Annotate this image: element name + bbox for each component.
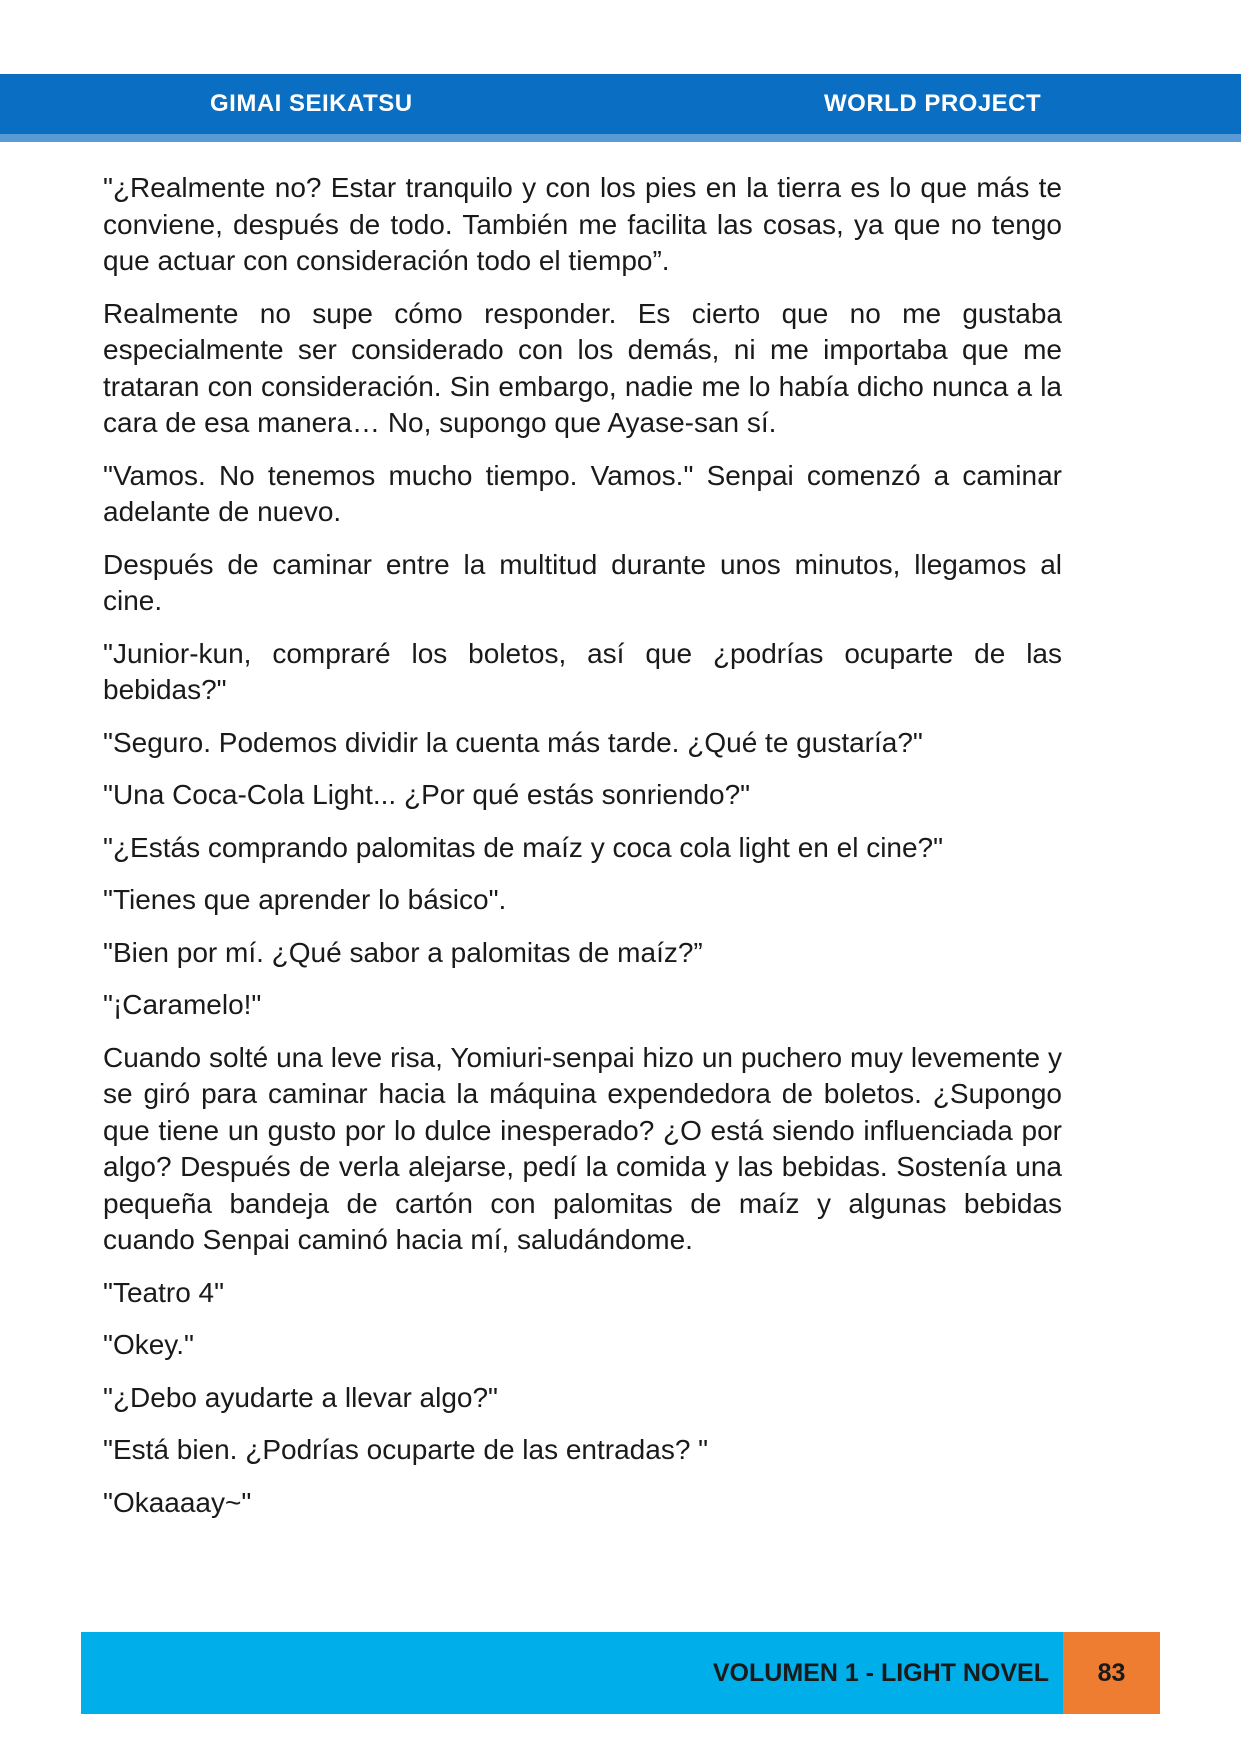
footer-volume-label: VOLUMEN 1 - LIGHT NOVEL <box>712 1659 1049 1687</box>
header-series-title: GIMAI SEIKATSU <box>210 90 413 117</box>
paragraph: "¿Realmente no? Estar tranquilo y con los pies en la tierra es lo que más te conviene, después de todo. También me facilita las cosas, ya que no tengo que actuar con consideración todo el tiempo”. <box>103 172 1062 276</box>
paragraph: "¿Estás comprando palomitas de maíz y coca cola light en el cine?" <box>103 831 944 863</box>
paragraph: "¡Caramelo!" <box>103 989 262 1020</box>
page-body <box>103 170 1062 1537</box>
paragraph: Realmente no supe cómo responder. Es cierto que no me gustaba especialmente ser considerado con los demás, ni me importaba que me trataran con consideración. Sin embargo, nadie me lo había dicho nunca a la cara de esa manera… No, supongo que Ayase-san sí. <box>103 297 1062 438</box>
page-number: 83 <box>1097 1659 1126 1687</box>
paragraph: "Vamos. No tenemos mucho tiempo. Vamos." Senpai comenzó a caminar adelante de nuevo. <box>103 459 1062 527</box>
paragraph: "Okey." <box>103 1329 194 1360</box>
paragraph: "Junior-kun, compraré los boletos, así que ¿podrías ocuparte de las bebidas?" <box>103 637 1062 705</box>
paragraph: "Está bien. ¿Podrías ocuparte de las entradas? " <box>103 1434 709 1465</box>
header-bar <box>0 74 1241 134</box>
paragraph: "Una Coca-Cola Light... ¿Por qué estás sonriendo?" <box>103 779 751 810</box>
paragraph: "Seguro. Podemos dividir la cuenta más tarde. ¿Qué te gustaría?" <box>103 726 923 758</box>
header-group-title: WORLD PROJECT <box>824 90 1042 117</box>
paragraph: "¿Debo ayudarte a llevar algo?" <box>103 1381 498 1413</box>
paragraph: "Bien por mí. ¿Qué sabor a palomitas de maíz?” <box>103 936 703 968</box>
paragraph: Después de caminar entre la multitud durante unos minutos, llegamos al cine. <box>103 548 1062 616</box>
paragraph: "Teatro 4" <box>103 1276 225 1308</box>
header-underline <box>0 134 1241 142</box>
paragraph: "Tienes que aprender lo básico". <box>103 884 507 915</box>
paragraph: Cuando solté una leve risa, Yomiuri-senpai hizo un puchero muy levemente y se giró para caminar hacia la máquina expendedora de boletos. ¿Supongo que tiene un gusto por lo dulce inesperado? ¿O está siendo influenciada por algo? Después de verla alejarse, pedí la comida y las bebidas. Sostenía una pequeña bandeja de cartón con palomitas de maíz y algunas bebidas cuando Senpai caminó hacia mí, saludándome. <box>103 1041 1062 1255</box>
paragraph: "Okaaaay~" <box>103 1486 252 1518</box>
